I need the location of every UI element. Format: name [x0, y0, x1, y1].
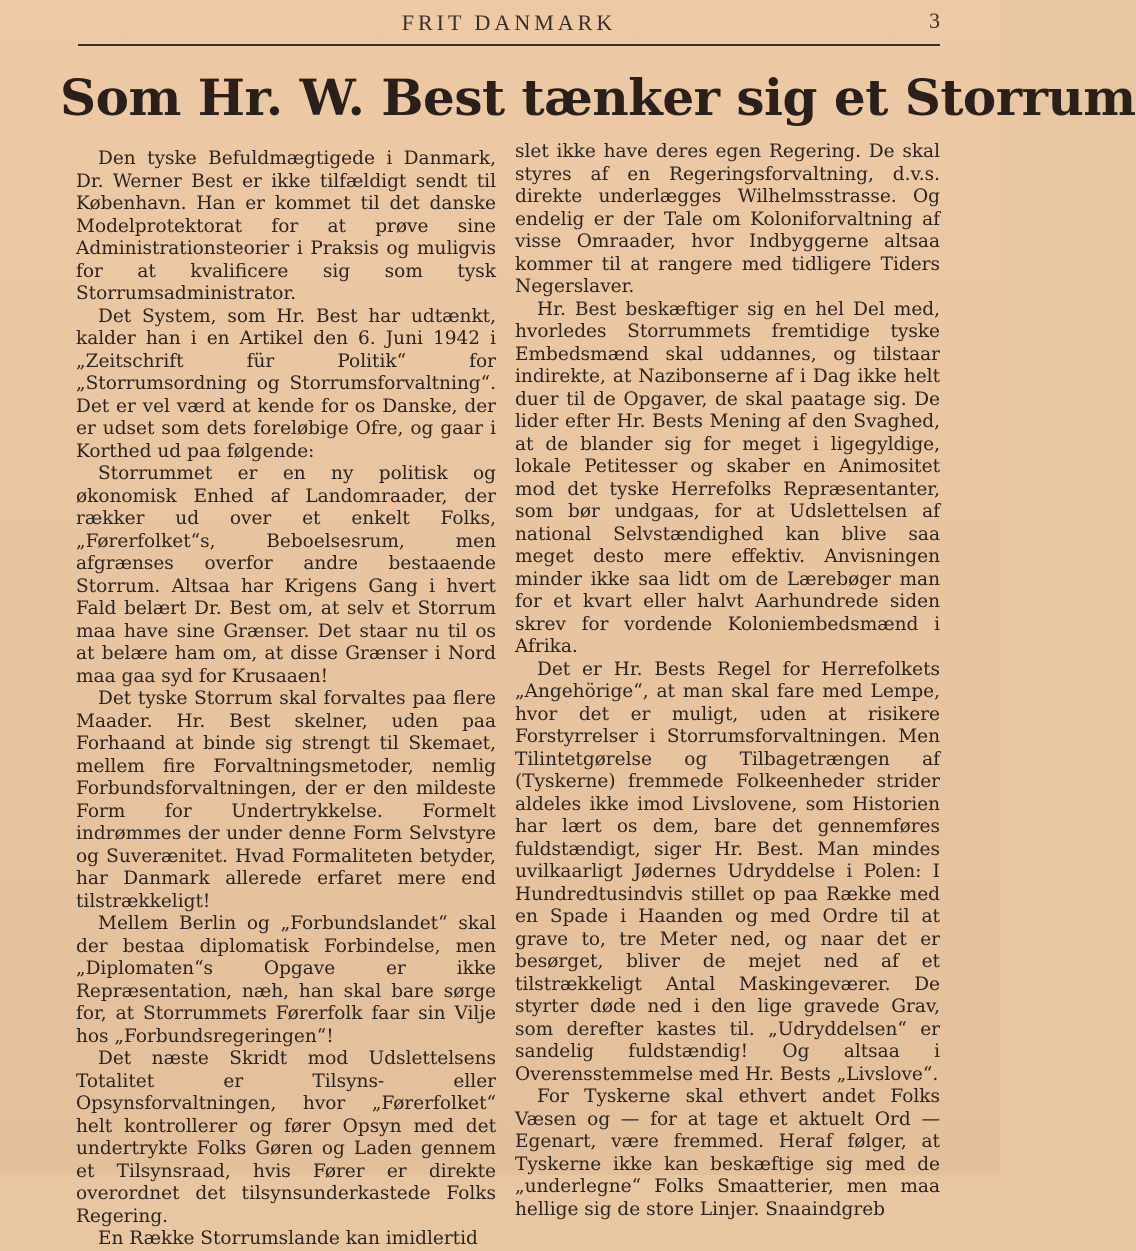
masthead: [78, 6, 940, 38]
page-number: 3: [929, 8, 940, 33]
header-rule: [78, 44, 940, 46]
left-column: [76, 148, 496, 1251]
article-headline: Som Hr. W. Best tænker sig et Storrum: [60, 68, 1136, 127]
paragraph: Mellem Berlin og „Forbundslandet“ skal der bestaa diplomatisk Forbindelse, men „Diplomaten“s Opgave er ikke Repræsentation, næh, han skal bare sørge for, at Storrummets Førerfolk faar sin Vilje hos „Forbundsregeringen“!: [76, 913, 496, 1047]
paragraph: Hr. Best beskæftiger sig en hel Del med, hvorledes Storrummets fremtidige tyske Embedsmænd skal uddannes, og tilstaar indirekte, at Nazibonserne af i Dag ikke helt duer til de Opgaver, de skal paatage sig. De lider efter Hr. Bests Mening af den Svaghed, at de blander sig for meget i ligegyldige, lokale Petitesser og skaber en Animositet mod det tyske Herrefolks Repræsentanter, som bør undgaas, for at Udslettelsen af national Selvstændighed kan blive saa meget desto mere effektiv. Anvisningen minder ikke saa lidt om de Lærebøger man for et kvart eller halvt Aarhundrede siden skrev for vordende Koloniembedsmænd i Afrika.: [515, 298, 940, 657]
paragraph: For Tyskerne skal ethvert andet Folks Væsen og — for at tage et aktuelt Ord — Egenart, være fremmed. Heraf følger, at Tyskerne ikke kan beskæftige sig med de „underlegne“ Folks Smaatterier, men maa hellige sig de store Linjer. Snaaindgreb: [515, 1086, 940, 1220]
paragraph: Storrummet er en ny politisk og økonomisk Enhed af Landomraader, der rækker ud over et enkelt Folks, „Førerfolket“s, Beboelsesrum, men afgrænses overfor andre bestaaende Storrum. Altsaa har Krigens Gang i hvert Fald belært Dr. Best om, at selv et Storrum maa have sine Grænser. Det staar nu til os at belære ham om, at disse Grænser i Nord maa gaa syd for Krusaaen!: [76, 463, 496, 687]
right-column: [515, 141, 940, 1221]
paragraph: En Række Storrumslande kan imidlertid: [98, 1228, 478, 1249]
paragraph: Den tyske Befuldmægtigede i Danmark, Dr. Werner Best er ikke tilfældigt sendt til København. Han er kommet til det danske Modelprotektorat for at prøve sine Administrationsteorier i Praksis og muligvis for at kvalificere sig som tysk Storrumsadministrator.: [76, 148, 496, 304]
paragraph: Det tyske Storrum skal forvaltes paa flere Maader. Hr. Best skelner, uden paa Forhaand at binde sig strengt til Skemaet, mellem fire Forvaltningsmetoder, nemlig Forbundsforvaltningen, der er den mildeste Form for Undertrykkelse. Formelt indrømmes der under denne Form Selvstyre og Suverænitet. Hvad Formaliteten betyder, har Danmark allerede erfaret mere end tilstrækkeligt!: [76, 688, 496, 912]
paragraph: Det er Hr. Bests Regel for Herrefolkets „Angehörige“, at man skal fare med Lempe, hvor det er muligt, uden at risikere Forstyrrelser i Storrumsforvaltningen. Men Tilintetgørelse og Tilbagetrængen af (Tyskerne) fremmede Folkeenheder strider aldeles ikke imod Livslovene, som Historien har lært os dem, bare det gennemføres fuldstændigt, siger Hr. Best. Man mindes uvilkaarligt Jødernes Udryddelse i Polen: I Hundredtusindvis stillet op paa Række med en Spade i Haanden og med Ordre til at grave to, tre Meter ned, og naar det er besørget, bliver de mejet ned af et tilstrækkeligt Antal Maskingeværer. De styrter døde ned i den lige gravede Grav, som derefter kastes til. „Udryddelsen“ er sandelig fuldstændig! Og altsaa i Overensstemmelse med Hr. Bests „Livslove“.: [515, 658, 940, 1085]
paragraph: Det System, som Hr. Best har udtænkt, kalder han i en Artikel den 6. Juni 1942 i „Zeitschrift für Politik“ for „Storrumsordning og Storrumsforvaltning“. Det er vel værd at kende for os Danske, der er udset som dets foreløbige Ofre, og gaar i Korthed ud paa følgende:: [76, 305, 496, 462]
paragraph: Det næste Skridt mod Udslettelsens Totalitet er Tilsyns- eller Opsynsforvaltningen, hvor „Førerfolket“ helt kontrollerer og fører Opsyn med det undertrykte Folks Gøren og Laden gennem et Tilsynsraad, hvis Fører er direkte overordnet det tilsynsunderkastede Folks Regering.: [76, 1048, 496, 1227]
paragraph-continuation: slet ikke have deres egen Regering. De skal styres af en Regeringsforvaltning, d.v.s. direkte underlægges Wilhelmsstrasse. Og endelig er der Tale om Koloniforvaltning af visse Omraader, hvor Indbyggerne altsaa kommer til at rangere med tidligere Tiders Negerslaver.: [515, 141, 940, 297]
newspaper-title: FRIT DANMARK: [401, 10, 617, 35]
